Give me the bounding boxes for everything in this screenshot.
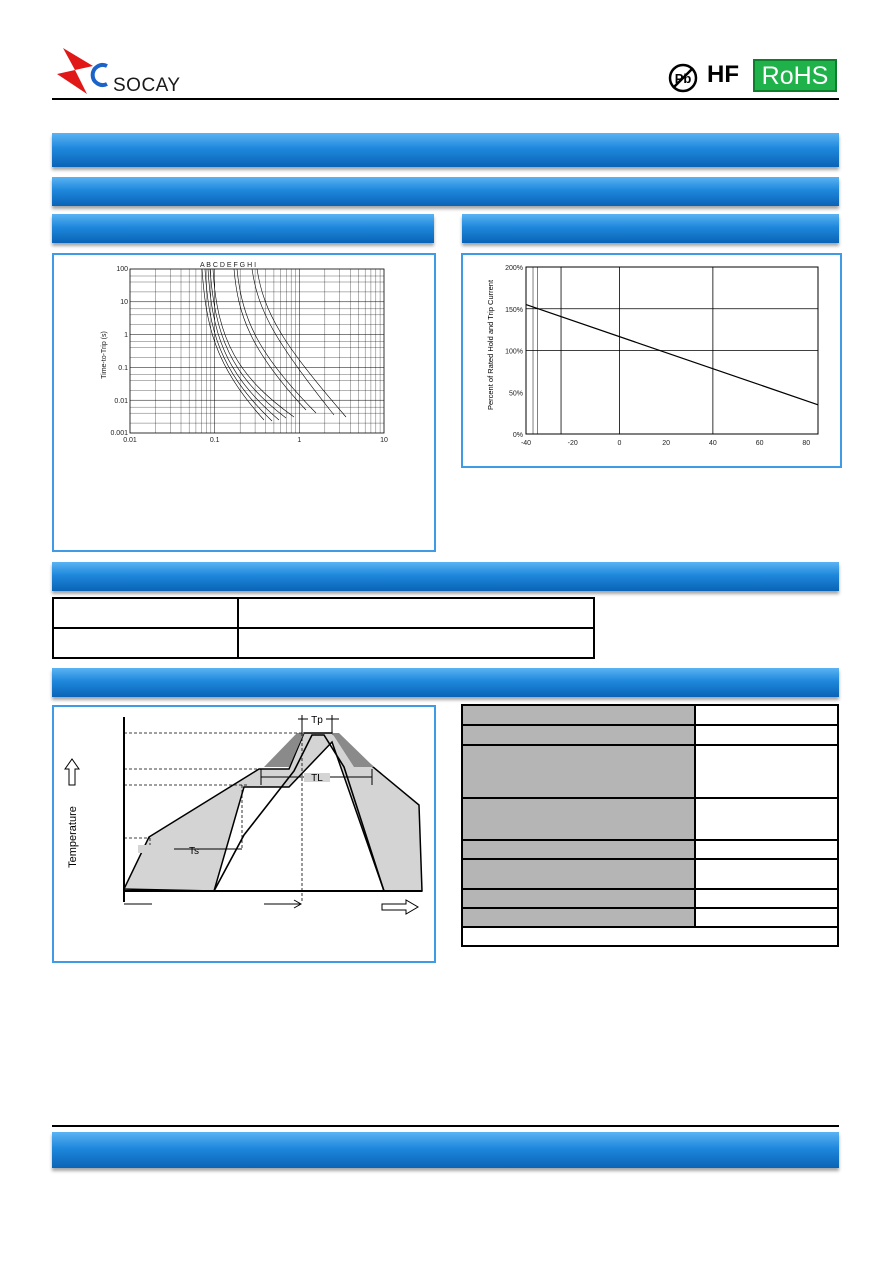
derating-chart — [463, 255, 840, 466]
table-row — [53, 628, 594, 658]
table-row — [462, 927, 838, 946]
footer-rule — [52, 1125, 839, 1127]
reflow-profile-chart — [54, 707, 434, 961]
derating-ytick: 100% — [505, 348, 523, 356]
trip-minor-grid — [130, 269, 384, 433]
derating-grid — [526, 267, 818, 434]
derating-ytick: 150% — [505, 306, 523, 314]
derating-panel-header — [462, 214, 839, 243]
table-row — [462, 840, 838, 859]
trip-time-panel — [52, 253, 436, 552]
trip-ylabel: Time-to-Trip (s) — [101, 331, 108, 379]
derating-xtick: 0 — [617, 440, 622, 447]
trip-ytick-0.01: 0.01 — [114, 398, 128, 405]
derating-ytick: 0% — [512, 432, 523, 439]
trip-ytick-1: 1 — [124, 332, 128, 339]
title-bar — [52, 133, 839, 167]
trip-xtick-0.01: 0.01 — [123, 437, 137, 444]
table-row — [462, 798, 838, 840]
spec-table — [52, 597, 595, 659]
trip-xtick-0.1: 0.1 — [209, 437, 220, 444]
table-row — [462, 908, 838, 927]
reflow-window — [124, 733, 422, 891]
table-row — [462, 889, 838, 908]
derating-xtick: 60 — [755, 440, 764, 447]
table-row — [53, 598, 594, 628]
trip-ytick-100: 100 — [116, 266, 128, 273]
trip-ytick-10: 10 — [120, 299, 128, 306]
tp-label: Tp — [311, 715, 323, 726]
time-direction-arrow-icon — [382, 900, 418, 914]
section-bar-specs — [52, 562, 839, 591]
ts-label: Ts — [189, 846, 199, 857]
section-bar-characteristics — [52, 177, 839, 206]
table-row — [462, 859, 838, 889]
tl-label: TL — [311, 773, 323, 784]
derating-series — [526, 305, 818, 405]
trip-ytick-0.001: 0.001 — [110, 430, 128, 437]
header-rule — [52, 98, 839, 100]
trip-grid — [130, 269, 384, 433]
table-row — [462, 705, 838, 725]
table-row — [462, 745, 838, 798]
temperature-label: Temperature — [67, 806, 79, 868]
curve-labels: A B C D E F G H I — [200, 262, 257, 269]
derating-ticks — [505, 265, 810, 447]
section-bar-reflow — [52, 668, 839, 697]
derating-xtick: 20 — [662, 440, 671, 447]
derating-xtick: -40 — [520, 440, 532, 447]
rohs-badge: RoHS — [753, 59, 837, 92]
trip-ytick-0.1: 0.1 — [118, 365, 128, 372]
reflow-panel — [52, 705, 436, 963]
table-row — [462, 725, 838, 745]
footer-bar — [52, 1132, 839, 1168]
derating-xtick: 40 — [708, 440, 717, 447]
trip-time-chart — [54, 255, 434, 455]
derating-ylabel: Percent of Rated Hold and Trip Current — [486, 279, 495, 411]
temperature-up-arrow-icon — [65, 759, 79, 785]
time-arrow-mid — [264, 900, 301, 908]
pb-label: Pb — [674, 71, 692, 86]
trip-xtick-10: 10 — [380, 437, 388, 444]
derating-xtick: -20 — [567, 440, 578, 447]
derating-ytick: 200% — [505, 265, 523, 272]
brand-name: SOCAY — [113, 75, 181, 96]
derating-xtick: 80 — [802, 440, 811, 447]
derating-ytick: 50% — [508, 390, 523, 398]
derating-panel — [461, 253, 842, 468]
derating-line-0 — [526, 305, 818, 405]
reflow-parameter-table — [461, 704, 839, 947]
hf-badge: HF — [707, 61, 739, 88]
trip-xtick-1: 1 — [297, 437, 302, 444]
trip-time-panel-header — [52, 214, 434, 243]
